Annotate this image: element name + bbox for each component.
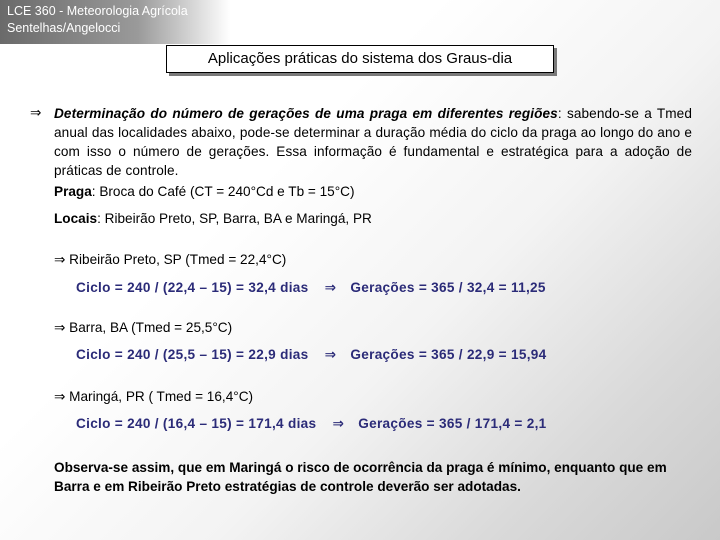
locais-line (54, 211, 372, 226)
praga-label: Praga (54, 184, 92, 199)
praga-line (54, 184, 355, 199)
ciclo-formula: Ciclo = 240 / (25,5 – 15) = 22,9 dias (76, 347, 309, 362)
location-ribeirao-preto (54, 252, 286, 268)
arrow-icon: ⇒ (324, 347, 337, 363)
intro-heading: Determinação do número de gerações de uma praga em diferentes regiões (54, 106, 558, 121)
location-label: Ribeirão Preto, SP (Tmed = 22,4°C) (69, 252, 287, 267)
course-title: LCE 360 - Meteorologia Agrícola (7, 4, 188, 18)
ciclo-formula: Ciclo = 240 / (22,4 – 15) = 32,4 dias (76, 280, 309, 295)
location-label: Barra, BA (Tmed = 25,5°C) (69, 320, 233, 335)
arrow-icon: ⇒ (54, 389, 66, 405)
slide-title: Aplicações práticas do sistema dos Graus-dia (166, 45, 554, 73)
authors: Sentelhas/Angelocci (7, 21, 121, 35)
calc-barra (76, 347, 547, 363)
calc-ribeirao-preto (76, 280, 546, 296)
arrow-icon: ⇒ (324, 280, 337, 296)
intro-text: : sabendo-se a Tmed anual das localidades abaixo, pode-se determinar a duração média do ciclo da praga ao longo do ano e com isso o número de gerações. Essa informação é fundamental e estratégica para a adoção de práticas de controle. (54, 106, 692, 178)
geracoes-formula: Gerações = 365 / 171,4 = 2,1 (358, 416, 547, 431)
arrow-icon: ⇒ (54, 252, 66, 268)
intro-paragraph (30, 104, 692, 180)
location-barra (54, 320, 232, 336)
calc-maringa (76, 416, 547, 432)
arrow-icon: ⇒ (30, 105, 42, 121)
conclusion: Observa-se assim, que em Maringá o risco de ocorrência da praga é mínimo, enquanto que em Barra e em Ribeirão Preto estratégias de controle deverão ser adotadas. (54, 460, 667, 494)
ciclo-formula: Ciclo = 240 / (16,4 – 15) = 171,4 dias (76, 416, 317, 431)
slide-header (0, 0, 230, 44)
geracoes-formula: Gerações = 365 / 32,4 = 11,25 (350, 280, 546, 295)
locais-text: : Ribeirão Preto, SP, Barra, BA e Maringá, PR (97, 211, 372, 226)
location-maringa (54, 389, 253, 405)
praga-text: : Broca do Café (CT = 240°Cd e Tb = 15°C) (91, 184, 355, 199)
location-label: Maringá, PR ( Tmed = 16,4°C) (69, 389, 254, 404)
locais-label: Locais (54, 211, 98, 226)
geracoes-formula: Gerações = 365 / 22,9 = 15,94 (350, 347, 547, 362)
arrow-icon: ⇒ (332, 416, 345, 432)
arrow-icon: ⇒ (54, 320, 66, 336)
